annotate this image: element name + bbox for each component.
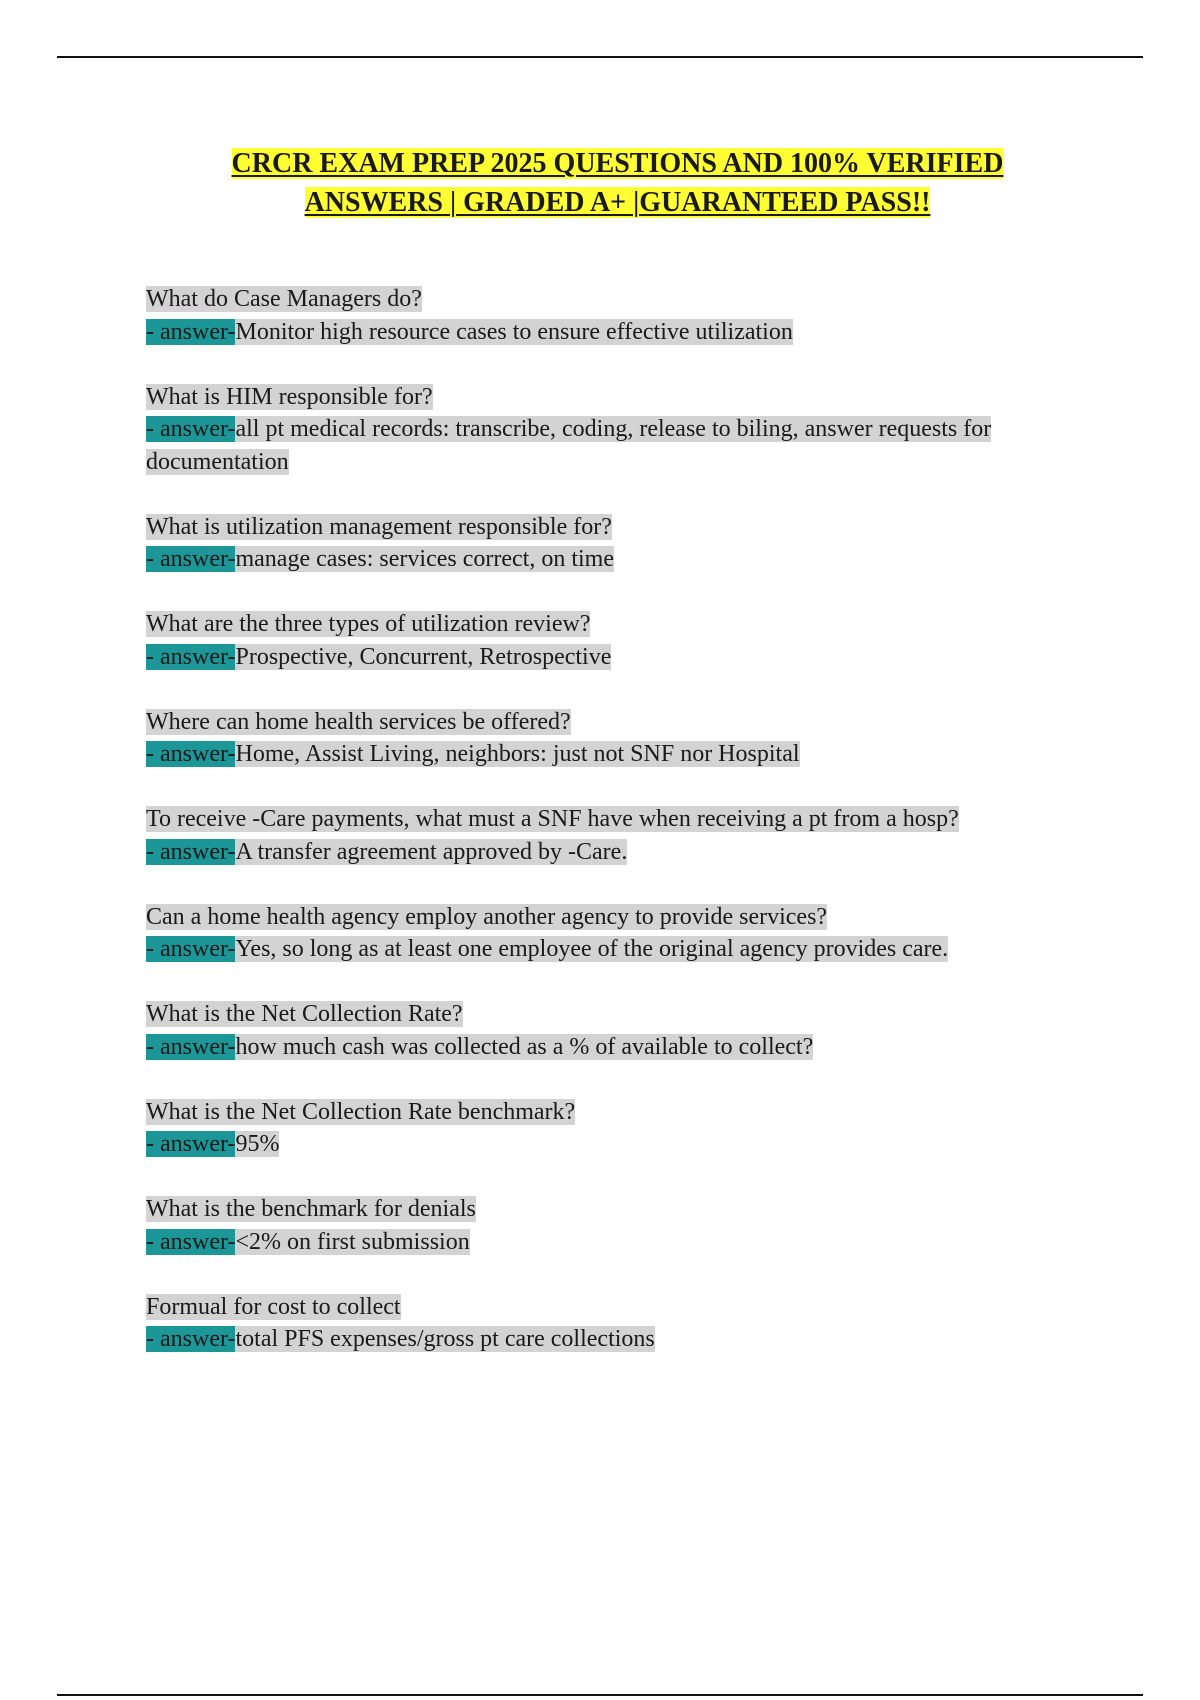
answer-tag: - answer- — [146, 318, 236, 345]
question-text: What is the benchmark for denials — [146, 1196, 476, 1222]
answer-text: Yes, so long as at least one employee of the original agency provides care. — [235, 936, 949, 962]
title-line-1: CRCR EXAM PREP 2025 QUESTIONS AND 100% VERIFIED — [231, 148, 1004, 179]
qa-list — [146, 283, 1046, 1388]
qa-item — [146, 511, 1046, 576]
qa-item — [146, 381, 1046, 479]
answer-text: Monitor high resource cases to ensure effective utilization — [235, 318, 793, 345]
answer-text: all pt medical records: transcribe, coding, release to biling, answer requests for documentation — [146, 416, 992, 475]
answer-block — [146, 546, 614, 572]
answer-text: manage cases: services correct, on time — [235, 546, 614, 572]
answer-tag: - answer- — [146, 1326, 236, 1352]
answer-tag: - answer- — [146, 1131, 236, 1157]
answer-tag: - answer- — [146, 936, 236, 962]
answer-block — [146, 741, 800, 767]
answer-block — [146, 416, 991, 475]
question-text: What are the three types of utilization review? — [146, 611, 591, 637]
question-text: Formual for cost to collect — [146, 1293, 401, 1320]
answer-block — [146, 1229, 470, 1255]
answer-text: total PFS expenses/gross pt care collections — [235, 1326, 655, 1352]
question-text: Where can home health services be offered? — [146, 708, 571, 735]
question-text: What is the Net Collection Rate benchmark? — [146, 1098, 576, 1125]
question-text: What is utilization management responsible for? — [146, 513, 612, 540]
qa-item — [146, 608, 1046, 673]
answer-tag: - answer- — [146, 741, 236, 767]
bottom-divider — [57, 1694, 1143, 1696]
answer-text: A transfer agreement approved by -Care. — [235, 838, 628, 865]
answer-text: 95% — [235, 1131, 280, 1157]
answer-tag: - answer- — [146, 1228, 236, 1255]
answer-block — [146, 1034, 813, 1060]
answer-tag: - answer- — [146, 643, 236, 670]
answer-block — [146, 936, 948, 962]
answer-tag: - answer- — [146, 1033, 236, 1060]
answer-text: <2% on first submission — [235, 1228, 470, 1255]
answer-tag: - answer- — [146, 416, 236, 442]
qa-item — [146, 1291, 1046, 1356]
qa-item — [146, 283, 1046, 348]
qa-item — [146, 706, 1046, 771]
qa-item — [146, 901, 1046, 966]
qa-item — [146, 998, 1046, 1063]
title-line-2: ANSWERS | GRADED A+ |GUARANTEED PASS!! — [304, 187, 931, 218]
answer-block — [146, 319, 793, 345]
question-text: What do Case Managers do? — [146, 286, 422, 312]
answer-text: Home, Assist Living, neighbors: just not SNF nor Hospital — [235, 741, 800, 767]
answer-block — [146, 644, 611, 670]
question-text: What is the Net Collection Rate? — [146, 1001, 463, 1027]
answer-block — [146, 1326, 655, 1352]
answer-tag: - answer- — [146, 838, 236, 865]
qa-item — [146, 803, 1046, 868]
qa-item — [146, 1193, 1046, 1258]
answer-text: Prospective, Concurrent, Retrospective — [235, 643, 612, 670]
question-text: To receive -Care payments, what must a SNF have when receiving a pt from a hosp? — [146, 806, 959, 832]
answer-block — [146, 1131, 279, 1157]
question-text: What is HIM responsible for? — [146, 383, 433, 410]
answer-tag: - answer- — [146, 546, 236, 572]
qa-item — [146, 1096, 1046, 1161]
answer-text: how much cash was collected as a % of available to collect? — [235, 1033, 814, 1060]
document-title — [140, 144, 1095, 222]
top-divider — [57, 56, 1143, 58]
answer-block — [146, 839, 627, 865]
question-text: Can a home health agency employ another agency to provide services? — [146, 903, 828, 930]
